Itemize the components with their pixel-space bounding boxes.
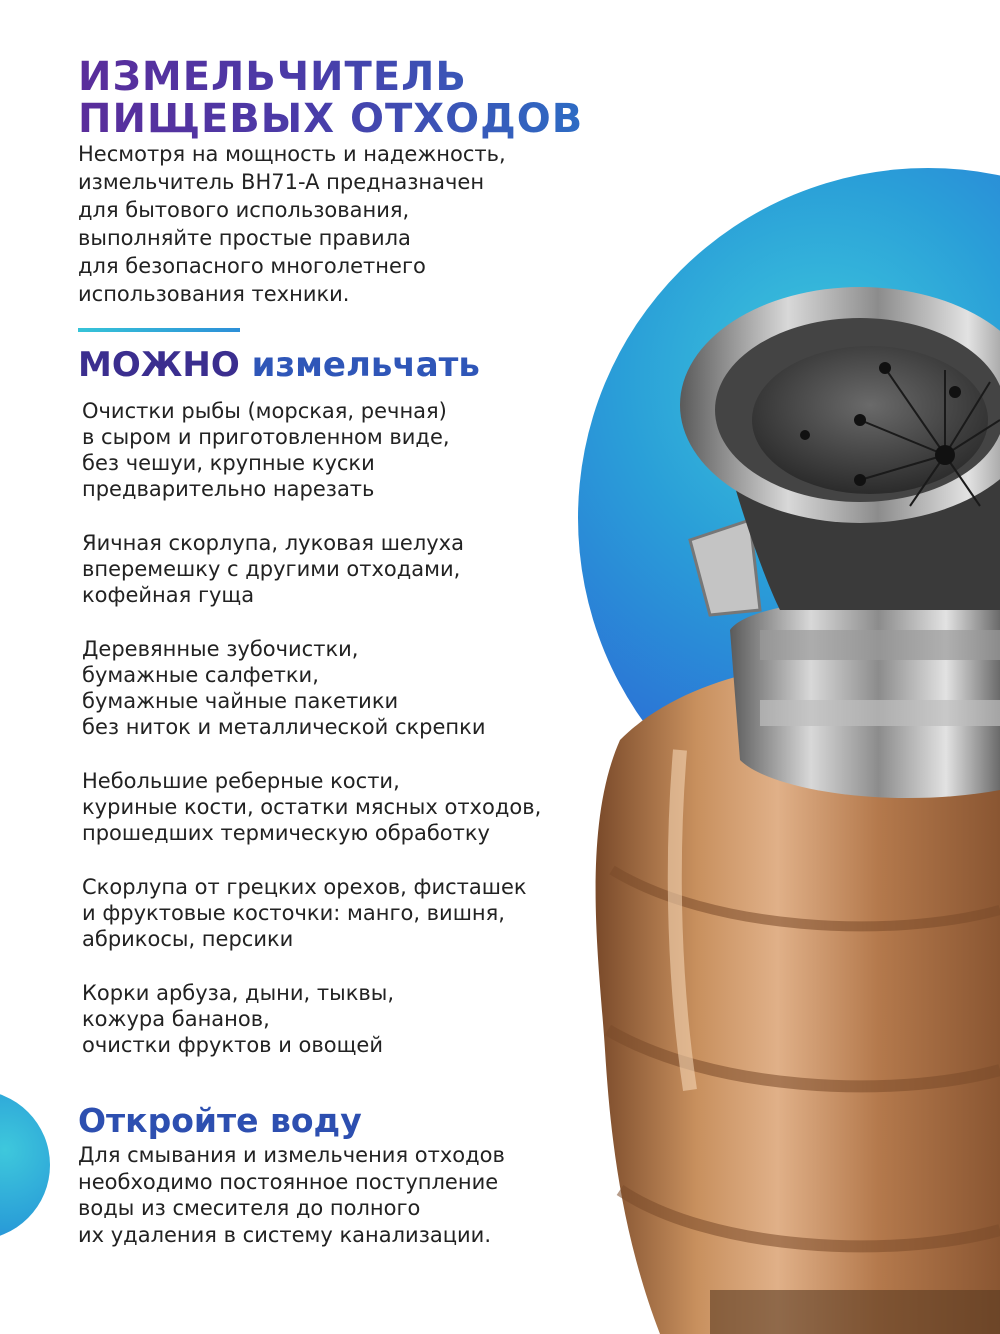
list-item xyxy=(82,530,562,608)
page-title xyxy=(78,56,583,140)
water-line: Для смывания и измельчения отходов xyxy=(78,1143,505,1167)
allowed-list xyxy=(82,398,562,1086)
list-item-line: Очистки рыбы (морская, речная) xyxy=(82,399,447,423)
list-item-line: Скорлупа от грецких орехов, фисташек xyxy=(82,875,527,899)
list-item-line: прошедших термическую обработку xyxy=(82,821,490,845)
list-item-line: без ниток и металлической скрепки xyxy=(82,715,486,739)
allowed-heading xyxy=(78,344,480,386)
list-item-line: предварительно нарезать xyxy=(82,477,375,501)
list-item-line: без чешуи, крупные куски xyxy=(82,451,375,475)
intro-line: использования техники. xyxy=(78,282,350,306)
list-item-line: бумажные салфетки, xyxy=(82,663,319,687)
intro-line: измельчитель BH71-A предназначен xyxy=(78,170,485,194)
list-item-line: бумажные чайные пакетики xyxy=(82,689,399,713)
allowed-heading-strong: МОЖНО xyxy=(78,345,240,385)
list-item-line: Яичная скорлупа, луковая шелуха xyxy=(82,531,464,555)
list-item-line: абрикосы, персики xyxy=(82,927,294,951)
allowed-heading-rest: измельчать xyxy=(251,345,480,385)
list-item-line: Небольшие реберные кости, xyxy=(82,769,400,793)
list-item xyxy=(82,874,562,952)
background-circle-small xyxy=(0,1090,50,1240)
food-waste-disposer-icon xyxy=(560,270,1000,1334)
intro-line: Несмотря на мощность и надежность, xyxy=(78,142,506,166)
water-line: необходимо постоянное поступление xyxy=(78,1169,499,1194)
title-line: ИЗМЕЛЬЧИТЕЛЬ xyxy=(78,54,467,100)
list-item-line: очистки фруктов и овощей xyxy=(82,1033,383,1057)
list-item-line: вперемешку с другими отходами, xyxy=(82,557,461,581)
water-paragraph xyxy=(78,1142,568,1248)
list-item-line: Корки арбуза, дыни, тыквы, xyxy=(82,981,395,1005)
list-item xyxy=(82,398,562,502)
list-item-line: куриные кости, остатки мясных отходов, xyxy=(82,795,542,819)
list-item-line: кофейная гуща xyxy=(82,583,255,607)
water-line: воды из смесителя до полного xyxy=(78,1196,421,1220)
intro-paragraph xyxy=(78,140,558,308)
intro-line: для безопасного многолетнего xyxy=(78,254,426,278)
list-item-line: кожура бананов, xyxy=(82,1007,270,1031)
list-item xyxy=(82,768,562,846)
title-line: ПИЩЕВЫХ ОТХОДОВ xyxy=(78,96,584,142)
intro-line: для бытового использования, xyxy=(78,198,410,222)
list-item xyxy=(82,636,562,740)
water-heading: Откройте воду xyxy=(78,1101,362,1140)
list-item-line: и фруктовые косточки: манго, вишня, xyxy=(82,901,505,925)
water-line: их удаления в систему канализации. xyxy=(78,1222,492,1247)
list-item-line: Деревянные зубочистки, xyxy=(82,637,359,661)
list-item xyxy=(82,980,562,1058)
intro-line: выполняйте простые правила xyxy=(78,226,411,250)
list-item-line: в сыром и приготовленном виде, xyxy=(82,425,450,449)
section-divider xyxy=(78,328,240,332)
